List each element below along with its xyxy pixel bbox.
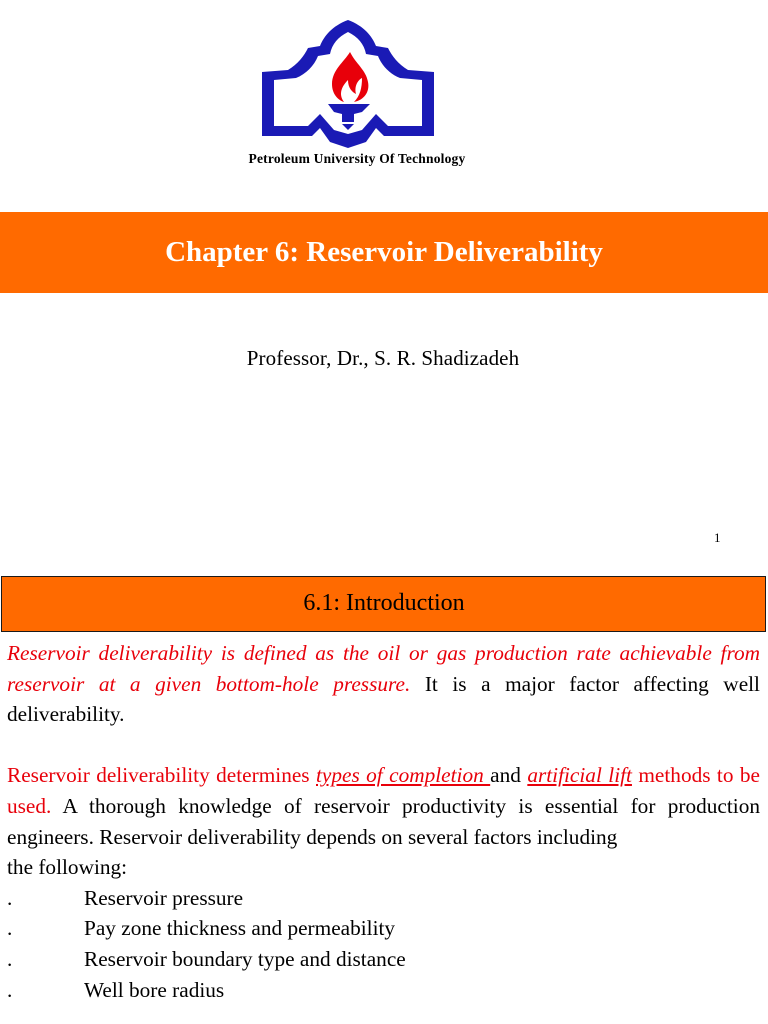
list-intro: the following:	[7, 855, 128, 880]
university-logo-icon	[258, 18, 442, 150]
institution-name	[0, 151, 768, 167]
bullet-marker: .	[7, 916, 13, 941]
deliverability-followup: A thorough knowledge of reservoir productivity is essential for production engineers. Reservoir deliverability depends on several factors including	[7, 793, 760, 849]
paragraph-definition	[7, 638, 760, 730]
presenter-name-text: Professor, Dr., S. R. Shadizadeh	[246, 346, 520, 370]
list-item	[7, 913, 760, 944]
and-text: and	[490, 763, 528, 788]
definition-followup: It is a major factor affecting well deliverability.	[7, 671, 760, 727]
bullet-marker: .	[7, 885, 13, 910]
definition-text: Reservoir deliverability is defined as the oil or gas production rate achievable from reservoir at a given bottom-hole pressure.	[7, 641, 760, 696]
paragraph-gap	[7, 730, 760, 761]
bullet-marker: .	[7, 946, 13, 971]
paragraph-deliverability	[7, 760, 760, 852]
presenter-name	[0, 346, 768, 371]
institution-name-text: Petroleum University Of Technology	[248, 151, 466, 166]
list-item-text: Well bore radius	[84, 977, 225, 1002]
list-item-text: Reservoir boundary type and distance	[84, 946, 406, 971]
slide-body	[7, 638, 760, 1005]
list-item-text: Reservoir pressure	[84, 885, 244, 910]
page-number: 1	[714, 530, 721, 545]
university-logo	[258, 18, 442, 150]
artificial-lift-link[interactable]: artificial lift	[527, 763, 632, 788]
list-item	[7, 883, 760, 914]
section-heading: 6.1: Introduction	[303, 590, 465, 616]
bullet-marker: .	[7, 977, 13, 1002]
deliverability-lead: Reservoir deliverability determines	[7, 763, 316, 788]
list-item	[7, 944, 760, 975]
chapter-title: Chapter 6: Reservoir Deliverability	[165, 236, 603, 268]
list-item-text: Pay zone thickness and permeability	[84, 916, 396, 941]
deliverability-tail: methods to be used.	[7, 763, 761, 818]
list-item	[7, 975, 760, 1006]
completion-link[interactable]: types of completion	[316, 763, 491, 788]
